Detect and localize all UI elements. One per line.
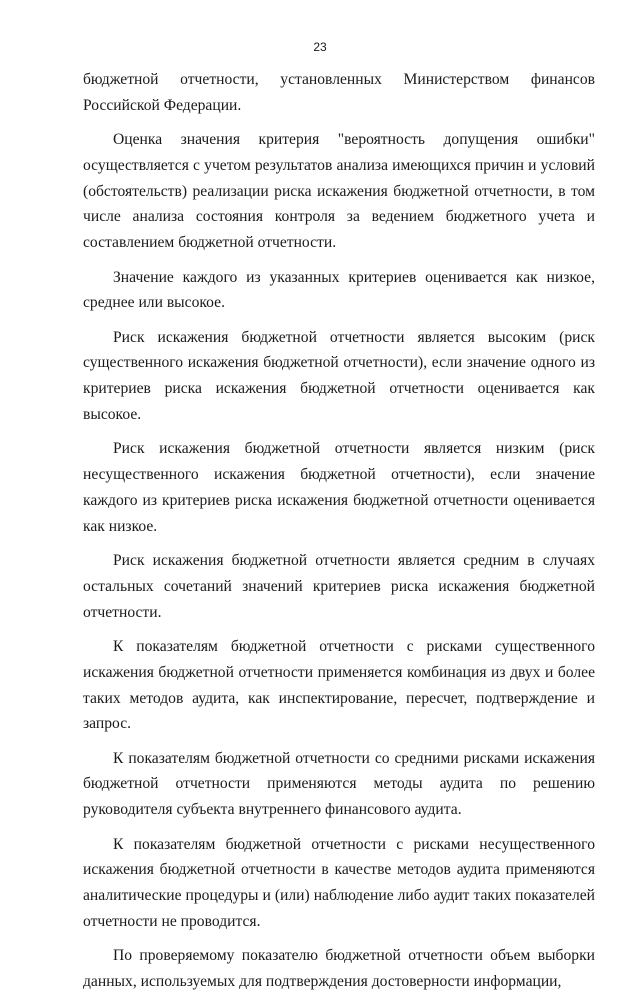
paragraph-high-risk: Риск искажения бюджетной отчетности является высоким (риск существенного искажения бюджетной отчетности), если значение одного из критериев риска искажения бюджетной отчетности оценивается как высокое. xyxy=(83,328,595,424)
paragraph-criterion-assessment: Оценка значения критерия "вероятность допущения ошибки" осуществляется с учетом результатов анализа имеющихся причин и условий (обстоятельств) реализации риска искажения бюджетной отчетности, в том числе анализа состояния контроля за ведением бюджетного учета и составлением бюджетной отчетности. xyxy=(83,131,595,252)
paragraph-significant-methods: К показателям бюджетной отчетности с рисками существенного искажения бюджетной отчетности применяется комбинация из двух и более таких методов аудита, как инспектирование, пересчет, подтверждение и запрос. xyxy=(83,637,595,733)
paragraph-criteria-values: Значение каждого из указанных критериев оценивается как низкое, среднее или высокое. xyxy=(83,268,595,312)
paragraph-sample-size: По проверяемому показателю бюджетной отчетности объем выборки данных, используемых для подтверждения достоверности информации, xyxy=(83,947,595,990)
page-number: 23 xyxy=(313,40,327,54)
paragraph-insignificant-methods: К показателям бюджетной отчетности с рисками несущественного искажения бюджетной отчетности в качестве методов аудита применяются аналитические процедуры и (или) наблюдение либо аудит таких показателей отчетности не проводится. xyxy=(83,835,595,930)
paragraph-continuation: бюджетной отчетности, установленных Министерством финансов Российской Федерации. xyxy=(83,71,595,114)
paragraph-medium-risk: Риск искажения бюджетной отчетности является средним в случаях остальных сочетаний значений критериев риска искажения бюджетной отчетности. xyxy=(83,552,595,621)
paragraph-medium-methods: К показателям бюджетной отчетности со средними рисками искажения бюджетной отчетности применяются методы аудита по решению руководителя субъекта внутреннего финансового аудита. xyxy=(83,749,595,819)
document-body xyxy=(83,67,595,1003)
paragraph-low-risk: Риск искажения бюджетной отчетности является низким (риск несущественного искажения бюджетной отчетности), если значение каждого из критериев риска искажения бюджетной отчетности оценивается как низкое. xyxy=(83,440,595,535)
